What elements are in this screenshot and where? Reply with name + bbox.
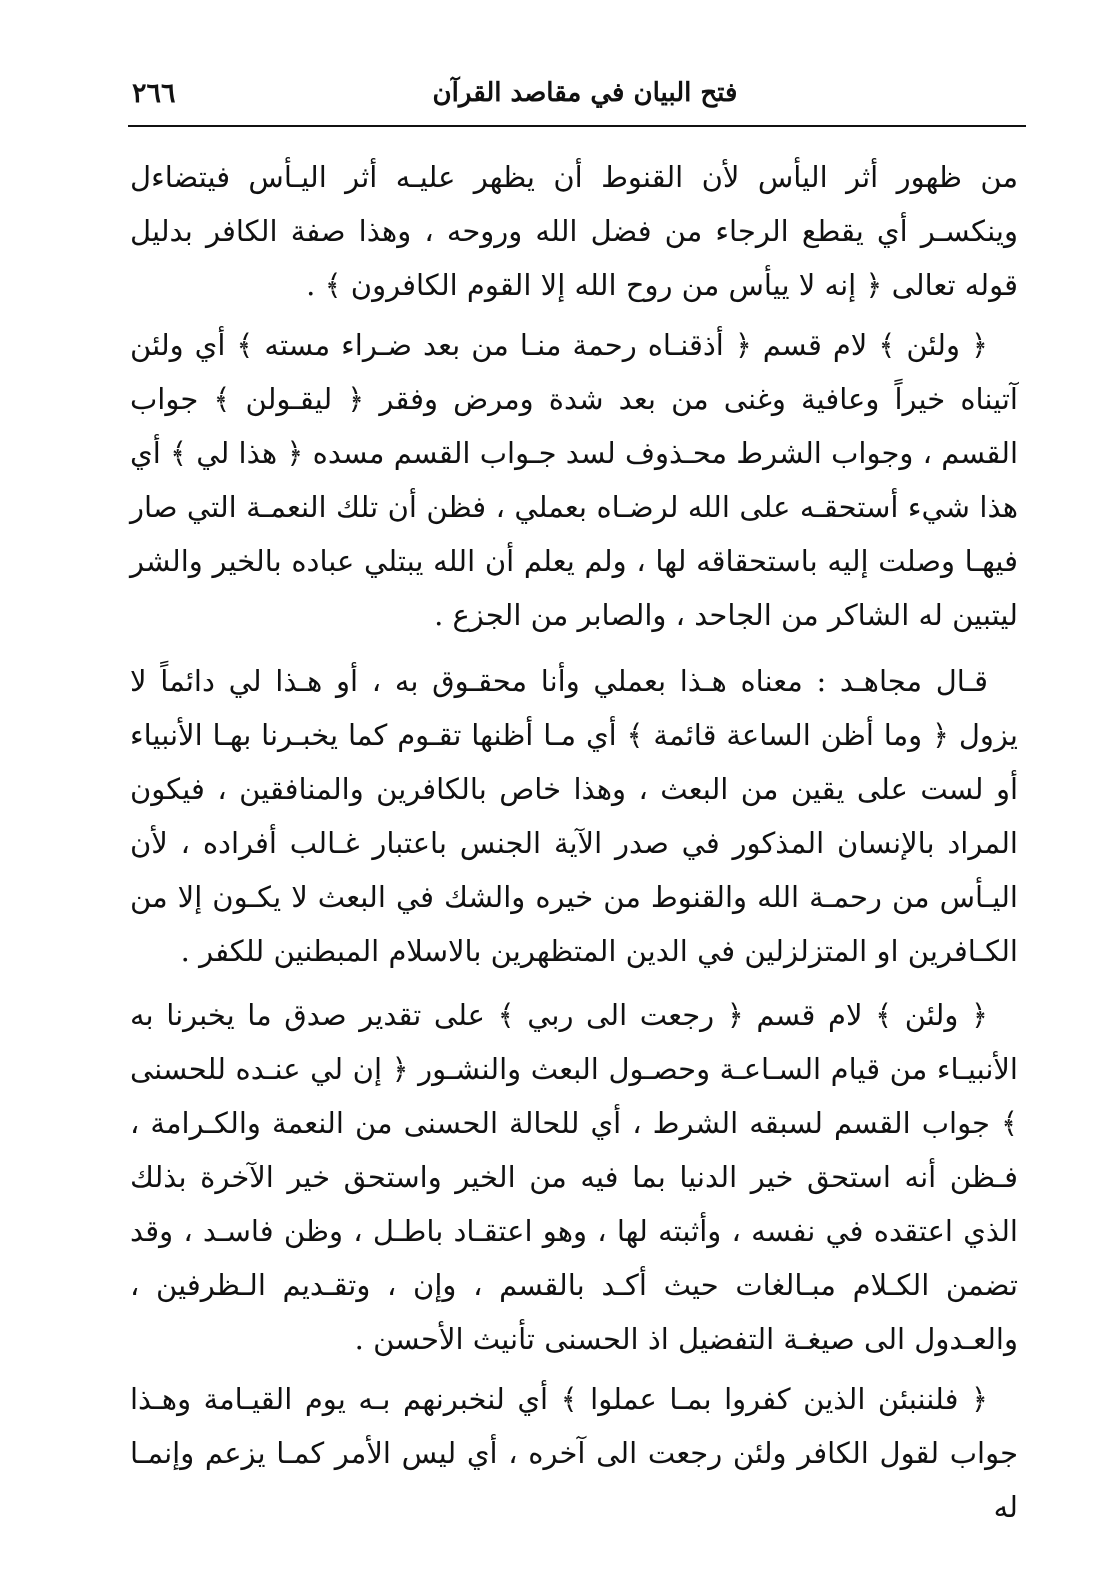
paragraph-4: ﴿ ولئن ﴾ لام قسم ﴿ رجعت الى ربي ﴾ على تقدير صدق ما يخبرنا به الأنبيـاء من قيام السـاعـة وحصـول البعث والنشـور ﴿ إن لي عنـده للحسنى ﴾ جواب القسم لسبقه الشرط ، أي للحالة الحسنى من النعمة والكـرامة ، فـظن أنه استحق خير الدنيا بما فيه من الخير واستحق خير الآخرة بذلك الذي اعتقده في نفسه ، وأثبته لها ، وهو اعتقـاد باطـل ، وظن فاسـد ، وقد تضمن الكـلام مبـالغات حيث أكـد بالقسم ، وإن ، وتقـديم الـظرفين ، والعـدول الى صيغـة التفضيل اذ الحسنى تأنيث الأحسن . <box>130 998 1018 1356</box>
page-header <box>128 72 1026 122</box>
page-number: ٢٦٦ <box>132 78 176 109</box>
paragraph-5: ﴿ فلننبئن الذين كفروا بمـا عملوا ﴾ أي لنخبرنهم بـه يوم القيـامة وهـذا جواب لقول الكافر ولئن رجعت الى آخره ، أي ليس الأمر كمـا يزعم وإنمـا له <box>130 1382 1018 1524</box>
paragraph-1: من ظهور أثر اليأس لأن القنوط أن يظهر عليـه أثر اليـأس فيتضاءل وينكسـر أي يقطع الرجاء من فضل الله وروحه ، وهذا صفة الكافر بدليل قوله تعالى ﴿ إنه لا ييأس من روح الله إلا القوم الكافرون ﴾ . <box>130 160 1018 302</box>
body-text <box>130 150 1018 1550</box>
paragraph-2: ﴿ ولئن ﴾ لام قسم ﴿ أذقنـاه رحمة منـا من بعد ضـراء مسته ﴾ أي ولئن آتيناه خيراً وعافية وغنى من بعد شدة ومرض وفقر ﴿ ليقـولن ﴾ جواب القسم ، وجواب الشرط محـذوف لسد جـواب القسم مسده ﴿ هذا لي ﴾ أي هذا شيء أستحقـه على الله لرضـاه بعملي ، فظن أن تلك النعمـة التي صار فيهـا وصلت إليه باستحقاقه لها ، ولم يعلم أن الله يبتلي عباده بالخير والشر ليتبين له الشاكر من الجاحد ، والصابر من الجزع . <box>130 328 1018 632</box>
header-rule <box>128 125 1026 127</box>
running-title: فتح البيان في مقاصد القرآن <box>432 78 738 108</box>
paragraph-3: قـال مجاهـد : معناه هـذا بعملي وأنا محقـوق به ، أو هـذا لي دائماً لا يزول ﴿ وما أظن الساعة قائمة ﴾ أي مـا أظنها تقـوم كما يخبـرنا بهـا الأنبياء أو لست على يقين من البعث ، وهذا خاص بالكافرين والمنافقين ، فيكون المراد بالإنسان المذكور في صدر الآية الجنس باعتبار غـالب أفراده ، لأن اليـأس من رحمـة الله والقنوط من خيره والشك في البعث لا يكـون إلا من الكـافرين او المتزلزلين في الدين المتظهرين بالاسلام المبطنين للكفر . <box>130 664 1018 968</box>
